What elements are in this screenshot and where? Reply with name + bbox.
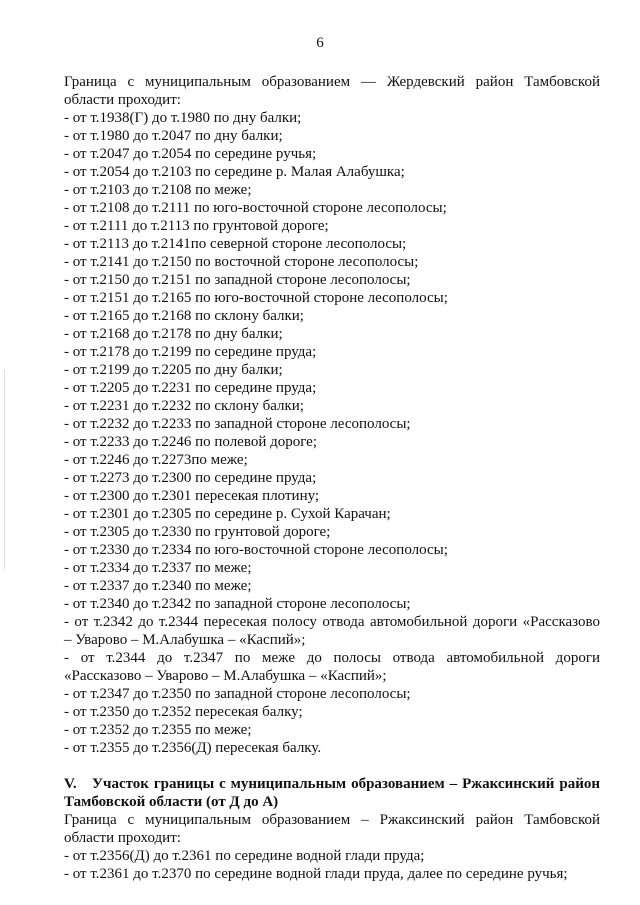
boundary-list-item: - от т.2347 до т.2350 по западной стороне лесополосы; — [64, 686, 411, 702]
page-number: 6 — [316, 35, 324, 51]
boundary-list-item: - от т.2113 до т.2141по северной стороне лесополосы; — [64, 236, 407, 252]
item-long-1-line-2: – Уварово – М.Алабушка – «Каспий»; — [64, 632, 306, 648]
boundary-list-item: - от т.2232 до т.2233 по западной стороне лесополосы; — [64, 416, 411, 432]
boundary-list-item: - от т.2054 до т.2103 по середине р. Малая Алабушка; — [64, 164, 405, 180]
boundary-list-item: - от т.2151 до т.2165 по юго-восточной стороне лесополосы; — [64, 290, 448, 306]
boundary-item-long-1 — [64, 613, 600, 649]
section-v-boundary-list — [64, 847, 600, 883]
boundary-list-item: - от т.2165 до т.2168 по склону балки; — [64, 308, 304, 324]
intro-paragraph — [64, 73, 600, 109]
section-v-intro-line-2: области проходит: — [64, 830, 181, 846]
boundary-list-item: - от т.2047 до т.2054 по середине ручья; — [64, 146, 317, 162]
boundary-list-item: - от т.2355 до т.2356(Д) пересекая балку. — [64, 740, 322, 756]
boundary-list-item: - от т.2199 до т.2205 по дну балки; — [64, 362, 283, 378]
item-long-2-line-2: «Рассказово – Уварово – М.Алабушка – «Каспий»; — [64, 668, 387, 684]
boundary-list-item: - от т.2301 до т.2305 по середине р. Сухой Карачан; — [64, 506, 391, 522]
section-v-number: V. — [64, 776, 77, 792]
boundary-list-item: - от т.2111 до т.2113 по грунтовой дороге; — [64, 218, 329, 234]
boundary-list-item: - от т.2205 до т.2231 по середине пруда; — [64, 380, 317, 396]
boundary-list-item: - от т.2305 до т.2330 по грунтовой дороге; — [64, 524, 331, 540]
boundary-list-item: - от т.2141 до т.2150 по восточной стороне лесополосы; — [64, 254, 419, 270]
section-v-title-line-1: Участок границы с муниципальным образованием – Ржаксинский район — [92, 776, 600, 792]
document-body — [64, 73, 600, 883]
boundary-list-item: - от т.2330 до т.2334 по юго-восточной стороне лесополосы; — [64, 542, 448, 558]
boundary-list-item: - от т.2340 до т.2342 по западной стороне лесополосы; — [64, 596, 411, 612]
boundary-list-item: - от т.2178 до т.2199 по середине пруда; — [64, 344, 317, 360]
boundary-list-item: - от т.2246 до т.2273по меже; — [64, 452, 248, 468]
boundary-list-item: - от т.2300 до т.2301 пересекая плотину; — [64, 488, 320, 504]
boundary-list-item: - от т.2337 до т.2340 по меже; — [64, 578, 252, 594]
scan-margin-mark — [4, 370, 7, 570]
boundary-list-item: - от т.1980 до т.2047 по дну балки; — [64, 128, 283, 144]
boundary-list-part-2 — [64, 685, 600, 757]
item-long-2-line-1: - от т.2344 до т.2347 по меже до полосы отвода автомобильной дороги — [64, 650, 600, 666]
boundary-list-part-1 — [64, 109, 600, 613]
boundary-list-item: - от т.2103 до т.2108 по меже; — [64, 182, 252, 198]
item-long-1-line-1: - от т.2342 до т.2344 пересекая полосу отвода автомобильной дороги «Рассказово — [64, 614, 600, 630]
boundary-list-item: - от т.2150 до т.2151 по западной стороне лесополосы; — [64, 272, 411, 288]
intro-line-2: области проходит: — [64, 92, 181, 108]
boundary-list-item: - от т.2334 до т.2337 по меже; — [64, 560, 252, 576]
boundary-list-item: - от т.2356(Д) до т.2361 по середине водной глади пруда; — [64, 848, 425, 864]
section-v-heading — [64, 775, 600, 811]
section-v-intro — [64, 811, 600, 847]
boundary-list-item: - от т.2352 до т.2355 по меже; — [64, 722, 252, 738]
boundary-list-item: - от т.2233 до т.2246 по полевой дороге; — [64, 434, 318, 450]
boundary-list-item: - от т.2350 до т.2352 пересекая балку; — [64, 704, 303, 720]
section-v-heading-line-1 — [64, 775, 600, 793]
boundary-list-item: - от т.2108 до т.2111 по юго-восточной стороне лесополосы; — [64, 200, 447, 216]
boundary-list-item: - от т.1938(Г) до т.1980 по дну балки; — [64, 110, 302, 126]
intro-line-1: Граница с муниципальным образованием — Жердевский район Тамбовской — [64, 74, 600, 90]
boundary-list-item: - от т.2168 до т.2178 по дну балки; — [64, 326, 283, 342]
section-v-heading-line-2: Тамбовской области (от Д до А) — [64, 794, 279, 810]
boundary-list-item: - от т.2361 до т.2370 по середине водной глади пруда, далее по середине ручья; — [64, 866, 568, 882]
section-v-intro-line-1: Граница с муниципальным образованием – Ржаксинский район Тамбовской — [64, 812, 600, 828]
boundary-list-item: - от т.2231 до т.2232 по склону балки; — [64, 398, 304, 414]
section-spacer — [64, 757, 600, 775]
boundary-list-item: - от т.2273 до т.2300 по середине пруда; — [64, 470, 317, 486]
boundary-item-long-2 — [64, 649, 600, 685]
